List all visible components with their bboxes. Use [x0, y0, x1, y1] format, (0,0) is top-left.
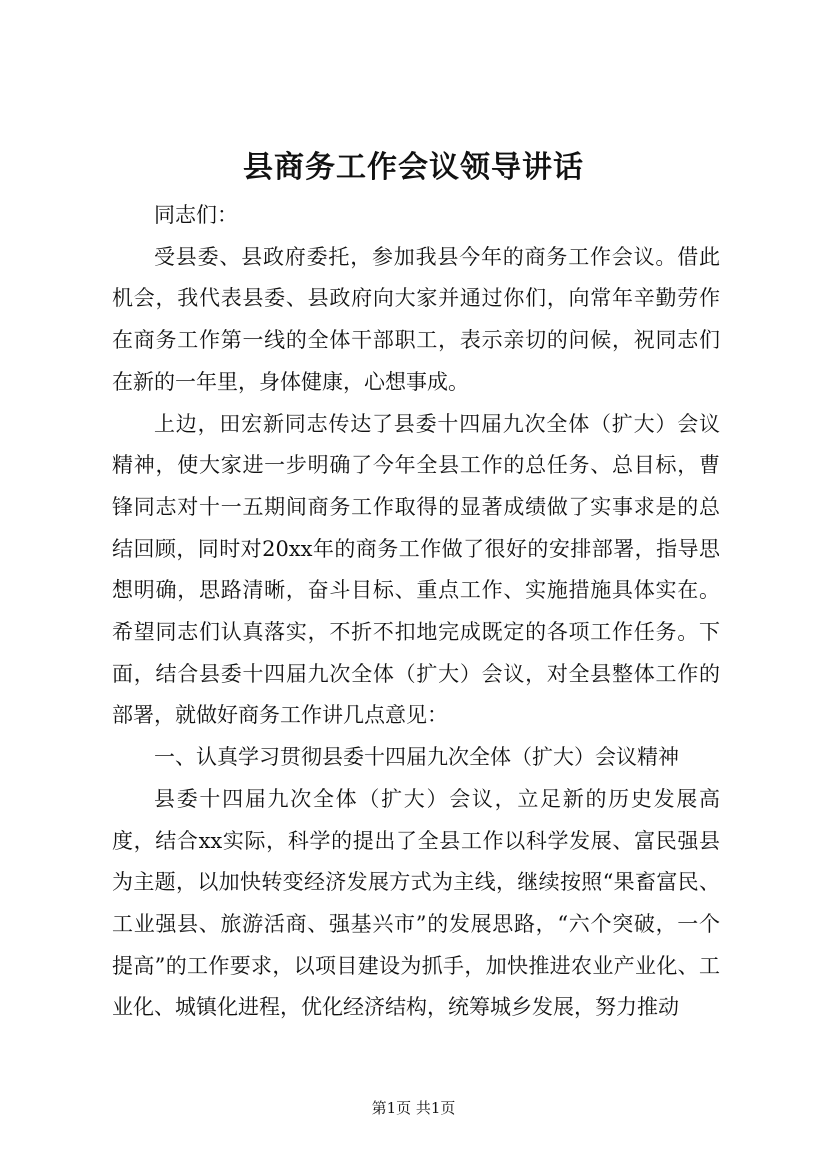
- document-title: 县商务工作会议领导讲话: [243, 150, 584, 185]
- body-paragraph: 受县委、县政府委托，参加我县今年的商务工作会议。借此机会，我代表县委、县政府向大家并通过你们，向常年辛勤劳作在商务工作第一线的全体干部职工，表示亲切的问候，祝同志们在新的一年里，身体健康，心想事成。: [112, 244, 720, 394]
- body-paragraph: 县委十四届九次全体（扩大）会议，立足新的历史发展高度，结合xx实际，科学的提出了全县工作以科学发展、富民强县为主题，以加快转变经济发展方式为主线，继续按照“果畜富民、工业强县、旅游活商、强基兴市”的发展思路，“六个突破，一个提高”的工作要求，以项目建设为抓手，加快推进农业产业化、工业化、城镇化进程，优化经济结构，统筹城乡发展，努力推动: [112, 786, 720, 1020]
- document-body: [112, 195, 720, 1029]
- section-heading: 一、认真学习贯彻县委十四届九次全体（扩大）会议精神: [154, 745, 679, 770]
- body-paragraph: 上边，田宏新同志传达了县委十四届九次全体（扩大）会议精神，使大家进一步明确了今年全县工作的总任务、总目标，曹锋同志对十一五期间商务工作取得的显著成绩做了实事求是的总结回顾，同时对20xx年的商务工作做了很好的安排部署，指导思想明确，思路清晰，奋斗目标、重点工作、实施措施具体实在。希望同志们认真落实，不折不扣地完成既定的各项工作任务。下面，结合县委十四届九次全体（扩大）会议，对全县整体工作的部署，就做好商务工作讲几点意见：: [112, 411, 720, 728]
- page-footer: 第1页 共1页: [371, 1099, 456, 1117]
- salutation-paragraph: 同志们：: [154, 203, 238, 227]
